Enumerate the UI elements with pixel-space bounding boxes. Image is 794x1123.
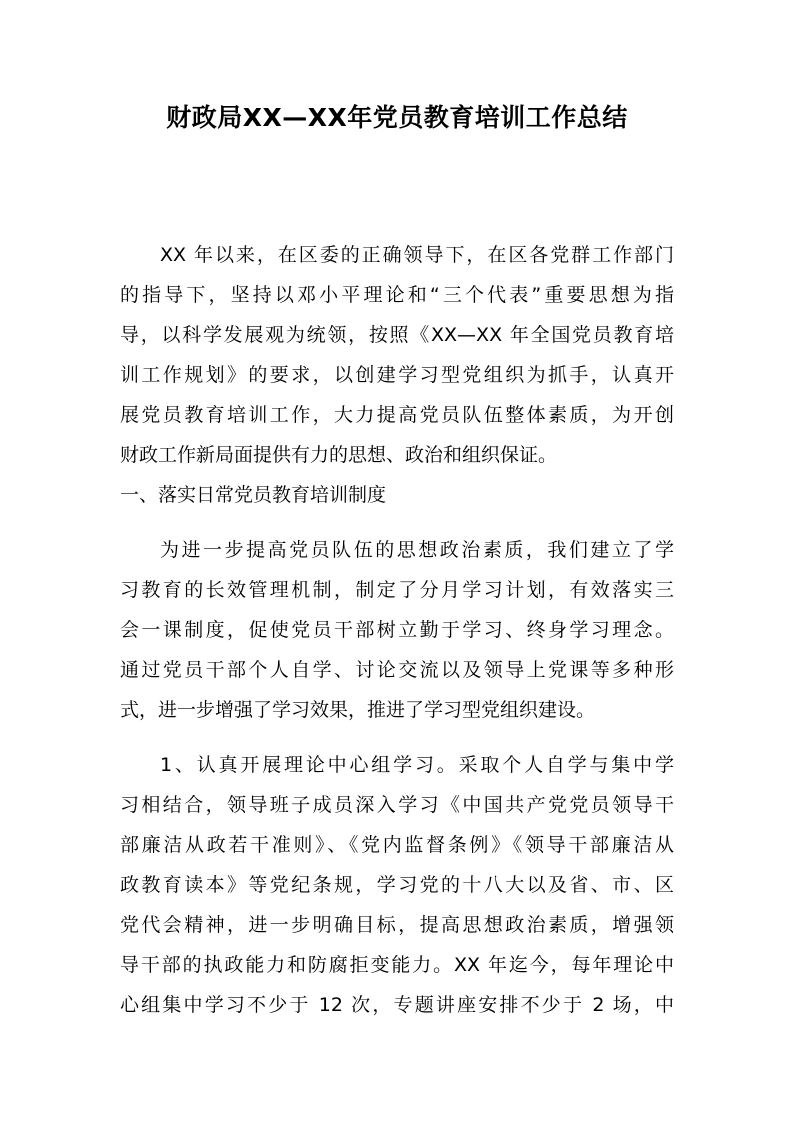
section-heading-1: 一、落实日常党员教育培训制度	[120, 484, 387, 506]
intro-line-2: 的指导下，坚持以邓小平理论和“三个代表”重要思想为指	[120, 284, 674, 306]
section1-line-5: 式，进一步增强了学习效果，推进了学习型党组织建设。	[120, 699, 596, 721]
intro-line-1: XX 年以来，在区委的正确领导下，在区各党群工作部门	[160, 244, 674, 266]
page-title: 财政局XX—XX年党员教育培训工作总结	[166, 103, 628, 132]
section1-line-3: 会一课制度，促使党员干部树立勤于学习、终身学习理念。	[120, 619, 674, 641]
intro-line-3: 导，以科学发展观为统领，按照《XX—XX 年全国党员教育培	[120, 324, 674, 346]
section1-line-1: 为进一步提高党员队伍的思想政治素质，我们建立了学	[160, 539, 674, 561]
section1-line-2: 习教育的长效管理机制，制定了分月学习计划，有效落实三	[120, 579, 674, 601]
item1-line-2: 习相结合，领导班子成员深入学习《中国共产党党员领导干	[120, 794, 674, 816]
intro-line-4: 训工作规划》的要求，以创建学习型党组织为抓手，认真开	[120, 364, 674, 386]
item1-line-6: 导干部的执政能力和防腐拒变能力。XX 年迄今，每年理论中	[120, 954, 674, 976]
item1-line-7: 心组集中学习不少于 12 次，专题讲座安排不少于 2 场，中	[120, 994, 674, 1016]
intro-line-5: 展党员教育培训工作，大力提高党员队伍整体素质，为开创	[120, 404, 674, 426]
item1-line-3: 部廉洁从政若干准则》、《党内监督条例》《领导干部廉洁从	[120, 834, 674, 856]
item1-line-4: 政教育读本》等党纪条规，学习党的十八大以及省、市、区	[120, 874, 674, 896]
item1-line-5: 党代会精神，进一步明确目标，提高思想政治素质，增强领	[120, 914, 674, 936]
section1-line-4: 通过党员干部个人自学、讨论交流以及领导上党课等多种形	[120, 659, 674, 681]
intro-line-6: 财政工作新局面提供有力的思想、政治和组织保证。	[120, 444, 558, 466]
item1-line-1: 1、认真开展理论中心组学习。采取个人自学与集中学	[160, 754, 674, 776]
